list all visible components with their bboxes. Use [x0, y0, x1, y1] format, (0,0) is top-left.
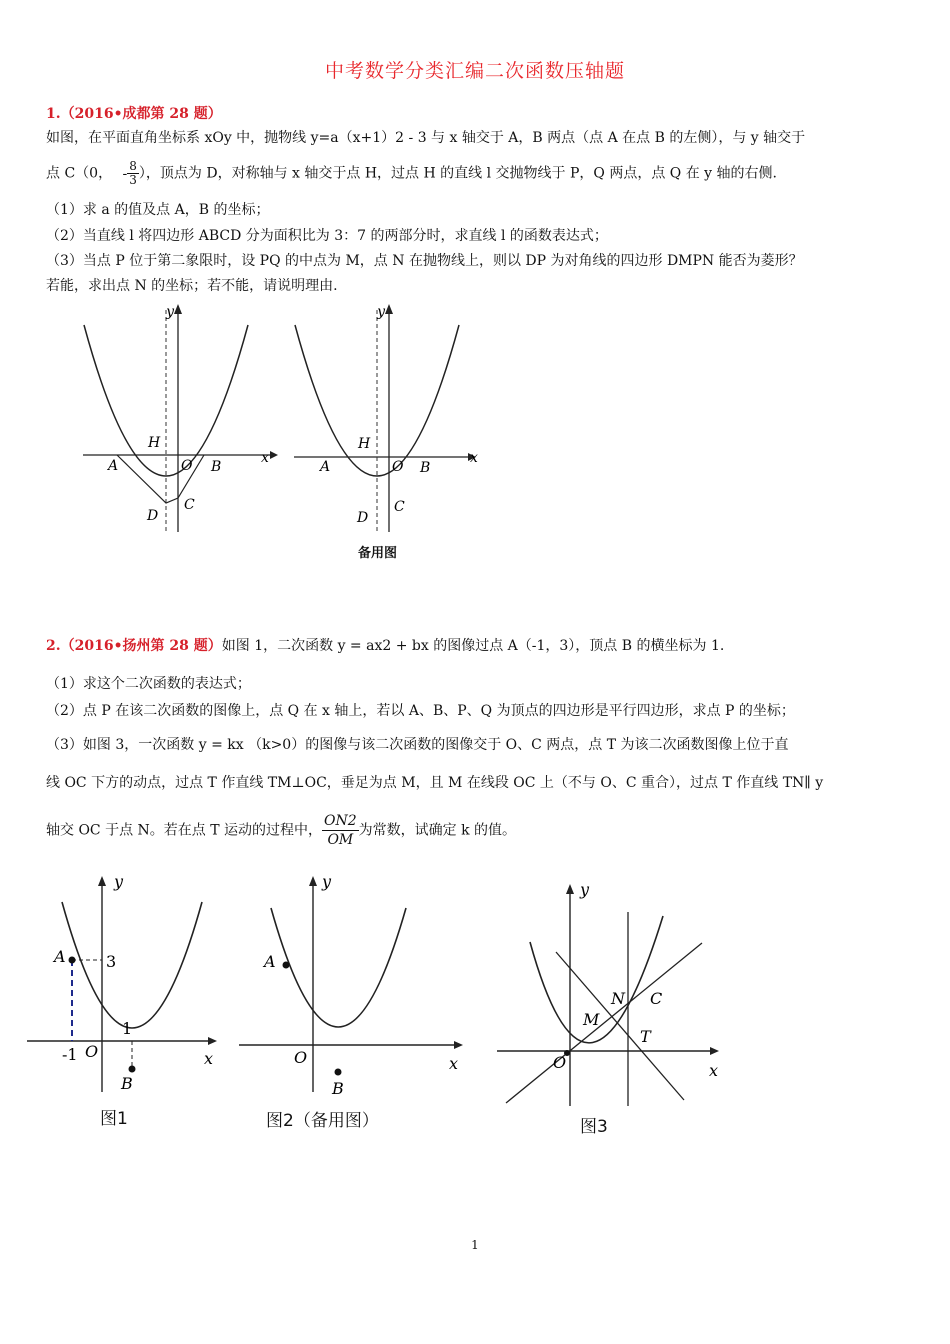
label-y: y: [322, 872, 332, 891]
label-y: y: [114, 872, 124, 891]
label-neg1: -1: [62, 1045, 78, 1064]
label-O: O: [392, 459, 404, 475]
label-B: B: [121, 1074, 133, 1093]
label-D: D: [147, 508, 159, 524]
label-A: A: [264, 952, 276, 971]
label-H: H: [148, 435, 161, 451]
label-B: B: [211, 459, 222, 475]
page-number: 1: [471, 1238, 479, 1252]
label-D: D: [357, 510, 369, 526]
problem1-line2-a: 点 C（0，: [46, 165, 113, 182]
point-b: [335, 1069, 342, 1076]
label-x: x: [449, 1054, 459, 1073]
label-x: x: [204, 1049, 214, 1068]
figure3-caption: 图3: [580, 1117, 608, 1137]
label-y: y: [580, 880, 590, 899]
problem1-line2-b: ），顶点为 D，对称轴与 x 轴交于点 H，过点 H 的直线 l 交抛物线于 P，Q 两点，点 Q 在 y 轴的右侧.: [138, 165, 777, 182]
label-C: C: [650, 989, 663, 1008]
label-B: B: [332, 1079, 344, 1098]
fraction-on2-om: $\frac{ON2}{OM}$: [324, 813, 357, 848]
point-a: [69, 957, 76, 964]
label-O: O: [85, 1042, 99, 1061]
label-y: y: [166, 304, 174, 320]
label-x: x: [709, 1061, 719, 1080]
label-O: O: [294, 1048, 308, 1067]
problem2-q3c-post: 为常数，试确定 k 的值。: [358, 822, 517, 839]
y-axis-arrow: [98, 876, 106, 886]
label-A: A: [108, 458, 119, 474]
problem1-q3a: （3）当点 P 位于第二象限时，设 PQ 的中点为 M，点 N 在抛物线上，则以 DP 为对角线的四边形 DMPN 能否为菱形？: [46, 253, 803, 269]
problem2-source: 2.（2016•扬州第 28 题）: [46, 638, 222, 654]
problem1-figure-spare: [290, 300, 490, 538]
parabola: [62, 902, 202, 1028]
y-axis-arrow: [385, 304, 393, 314]
problem2-line1: [46, 636, 724, 656]
figure2-caption: 图2（备用图）: [266, 1111, 379, 1131]
y-axis-arrow: [566, 884, 574, 894]
label-y: y: [377, 304, 385, 320]
page-title: 中考数学分类汇编二次函数压轴题: [324, 60, 625, 82]
problem1-line1: 如图，在平面直角坐标系 xOy 中，抛物线 y=a（x+1）2 - 3 与 x 轴交于 A，B 两点（点 A 在点 B 的左侧），与 y 轴交于: [46, 130, 806, 146]
point-b: [129, 1066, 136, 1073]
problem2-q2: （2）点 P 在该二次函数的图像上，点 Q 在 x 轴上，若以 A、B、P、Q 为顶点的四边形是平行四边形，求点 P 的坐标；: [46, 703, 795, 719]
problem1-source: 1.（2016•成都第 28 题）: [46, 106, 222, 122]
fraction-8-3: $\frac{8}{3}$: [129, 159, 137, 187]
y-axis-arrow: [174, 304, 182, 314]
problem2-figure3: [494, 870, 729, 1110]
label-1: 1: [122, 1019, 133, 1038]
problem1-q2: （2）当直线 l 将四边形 ABCD 分为面积比为 3：7 的两部分时，求直线 l 的函数表达式；: [46, 228, 608, 244]
point-a: [283, 962, 290, 969]
parabola: [271, 908, 406, 1027]
label-B: B: [420, 460, 431, 476]
x-axis-arrow: [270, 451, 278, 459]
problem1-q3b: 若能，求出点 N 的坐标；若不能，请说明理由.: [46, 278, 338, 294]
problem2-q1: （1）求这个二次函数的表达式；: [46, 676, 251, 692]
problem1-q1: （1）求 a 的值及点 A，B 的坐标；: [46, 202, 270, 218]
label-A: A: [320, 459, 331, 475]
label-H: H: [358, 436, 371, 452]
problem1-line2: 点 C（0， - $\frac{8}{3}$ ），顶点为 D，对称轴与 x 轴交于点 H，过点 H 的直线 l 交抛物线于 P，Q 两点，点 Q 在 y 轴的右侧.: [46, 159, 777, 187]
label-T: T: [640, 1027, 651, 1046]
x-axis-arrow: [710, 1047, 719, 1055]
label-A: A: [54, 947, 66, 966]
problem2-figure1: [22, 870, 227, 1100]
x-axis-arrow: [208, 1037, 217, 1045]
label-x: x: [470, 450, 478, 466]
label-C: C: [184, 497, 195, 513]
y-axis-arrow: [309, 876, 317, 886]
x-axis-arrow: [454, 1041, 463, 1049]
line-oc: [506, 943, 702, 1103]
label-O: O: [181, 458, 193, 474]
spare-figure-caption: 备用图: [358, 546, 398, 561]
label-C: C: [394, 499, 405, 515]
problem2-q3a: （3）如图 3，一次函数 y = kx （k>0）的图像与该二次函数的图像交于 O、C 两点，点 T 为该二次函数图像上位于直: [46, 737, 789, 753]
problem2-intro: 如图 1，二次函数 y = ax2 + bx 的图像过点 A（-1，3），顶点 B 的横坐标为 1.: [221, 638, 725, 654]
figure1-caption: 图1: [100, 1109, 128, 1129]
problem2-q3c: [46, 812, 516, 849]
label-3: 3: [106, 952, 117, 971]
label-N: N: [611, 989, 625, 1008]
label-M: M: [583, 1010, 600, 1029]
label-O: O: [553, 1053, 567, 1072]
problem2-q3c-pre: 轴交 OC 于点 N。若在点 T 运动的过程中，: [46, 822, 323, 839]
problem2-figure2: [236, 870, 471, 1100]
problem2-q3b: 线 OC 下方的动点，过点 T 作直线 TM⊥OC，垂足为点 M，且 M 在线段 OC 上（不与 O、C 重合），过点 T 作直线 TN∥ y: [46, 775, 824, 791]
label-x: x: [261, 450, 269, 466]
problem1-figure-main: [78, 300, 283, 538]
